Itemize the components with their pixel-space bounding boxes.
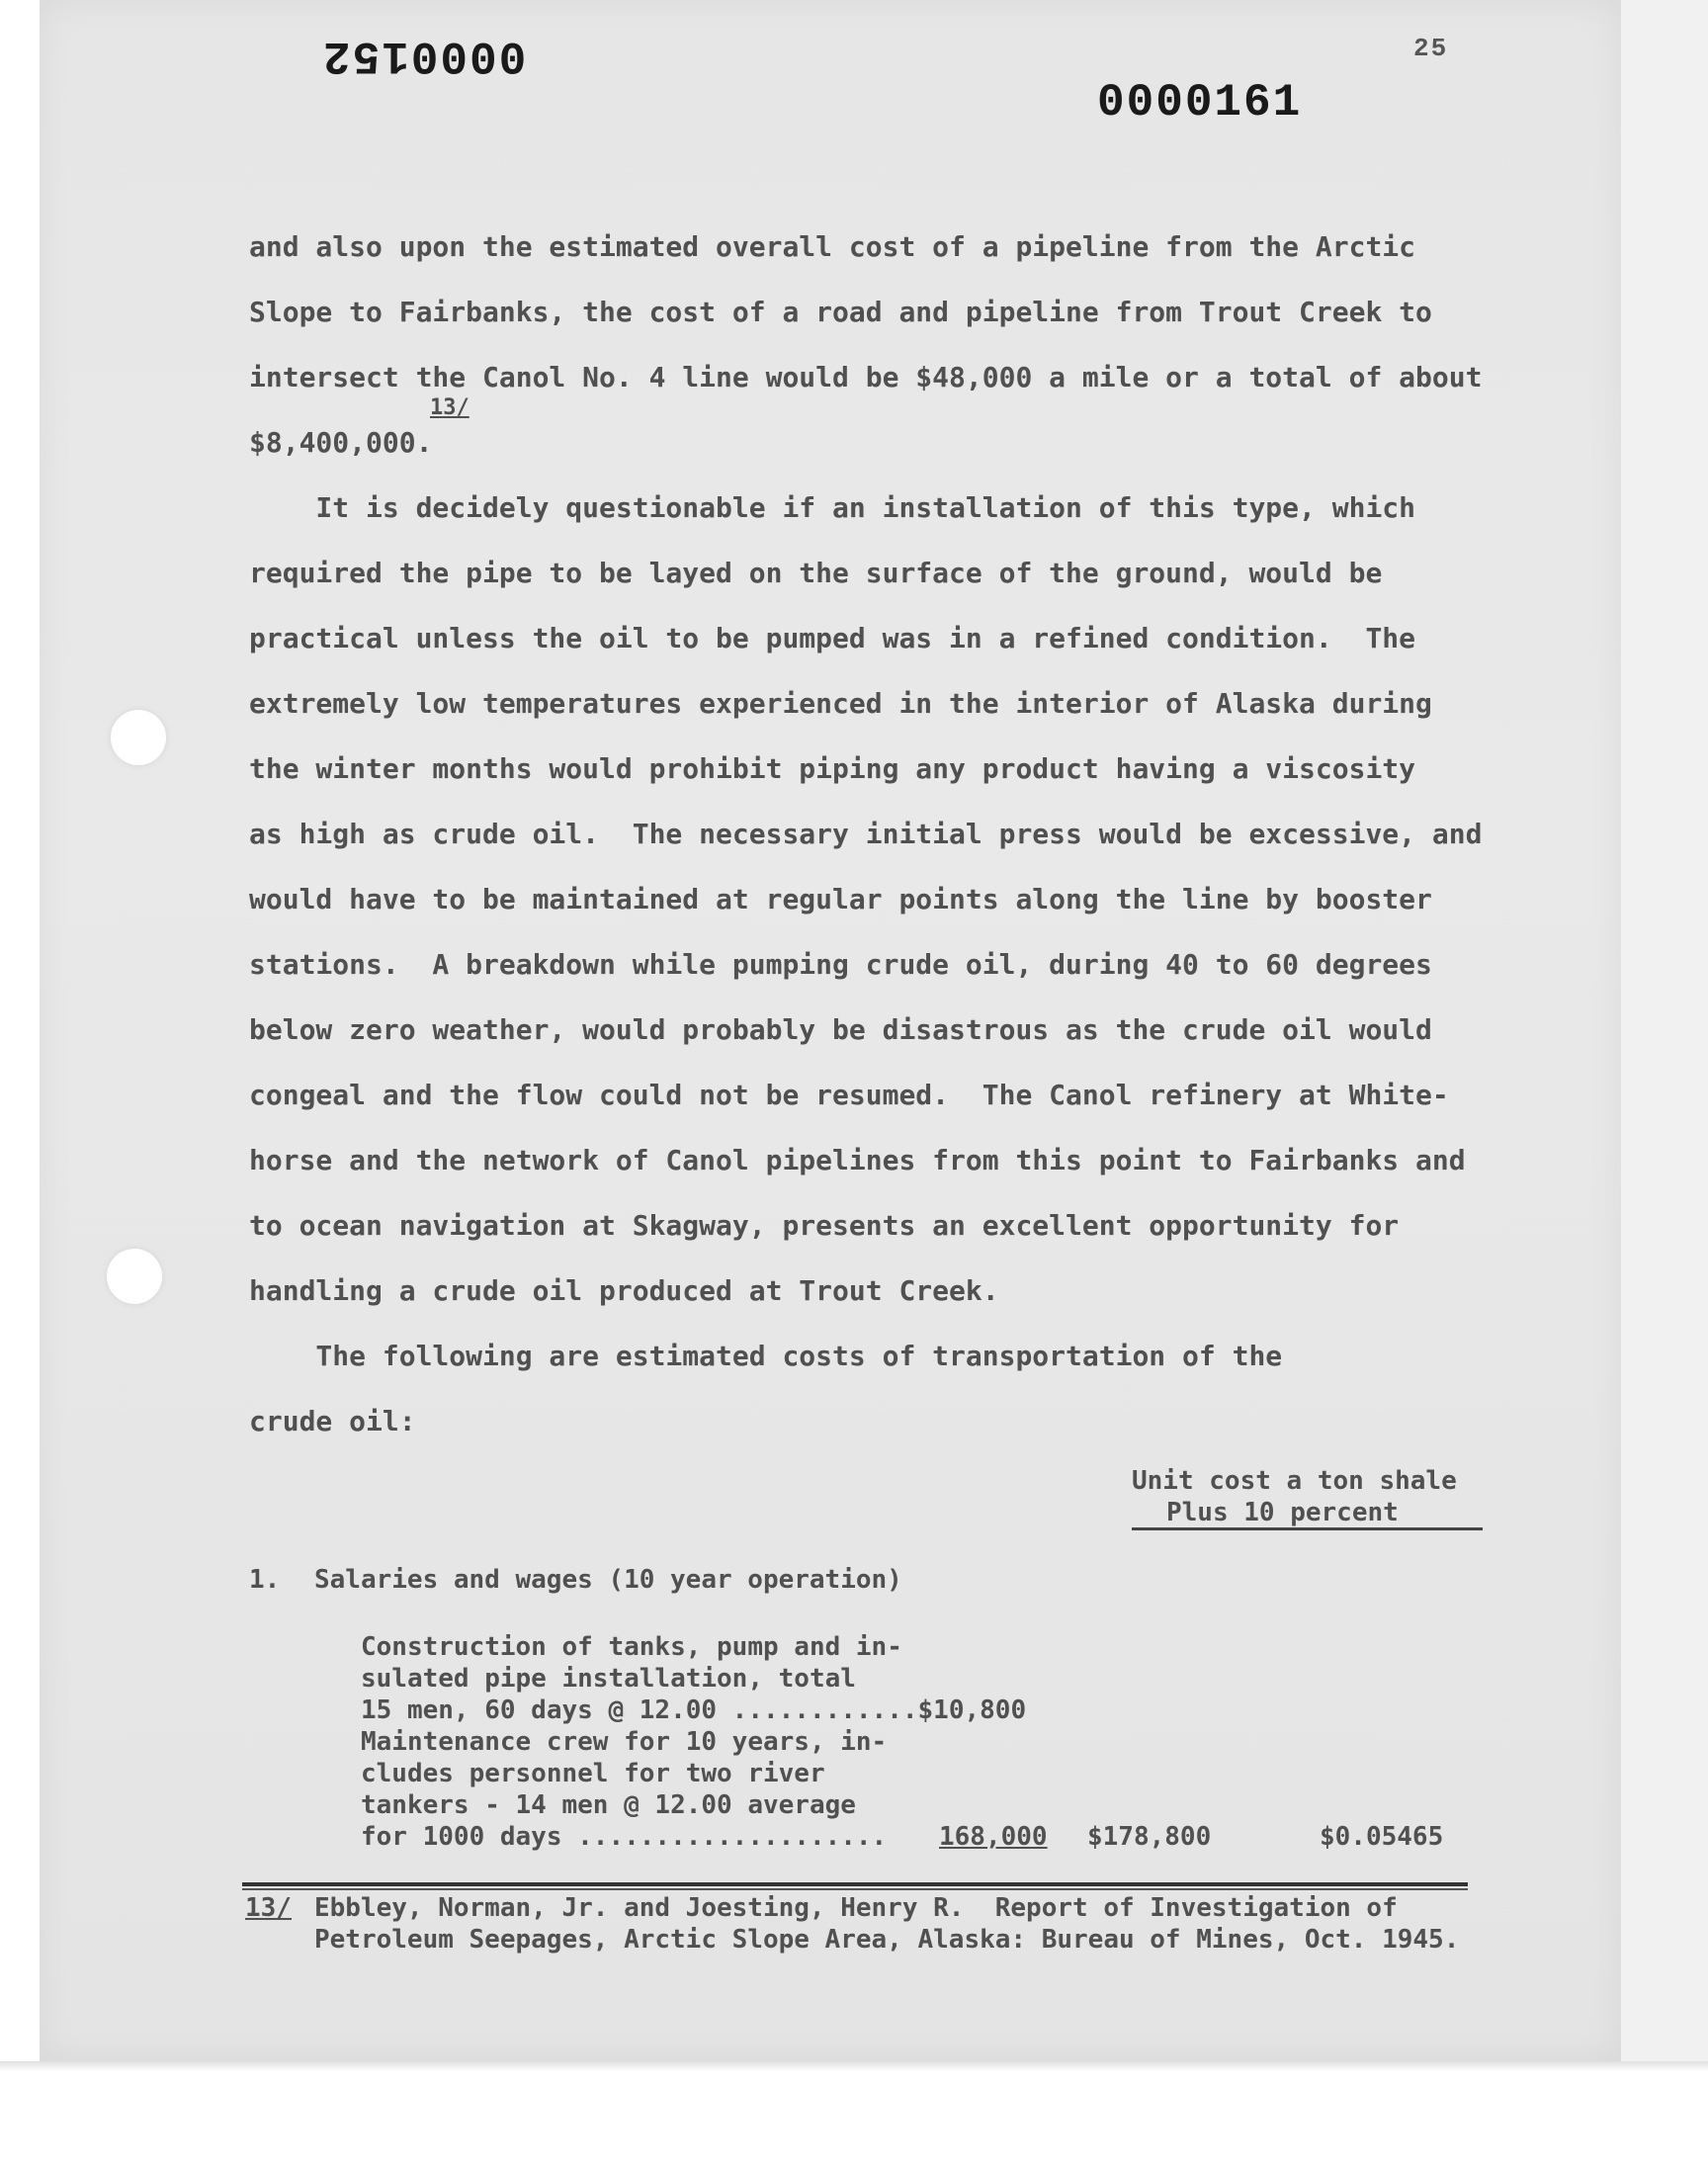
unit-cost: $0.05465 — [1320, 1822, 1444, 1852]
paragraph2-line: congeal and the flow could not be resumed. The Canol refinery at White- — [249, 1079, 1449, 1111]
detail-line: for 1000 days .................... — [361, 1822, 888, 1852]
paragraph2-line: It is decidely questionable if an installation of this type, which — [249, 491, 1416, 524]
paragraph2-line: practical unless the oil to be pumped was in a refined condition. The — [249, 622, 1416, 654]
document-stamp: 0000161 — [1097, 77, 1303, 129]
column-header-rule — [1132, 1527, 1483, 1530]
paragraph2-line: required the pipe to be layed on the surface of the ground, would be — [249, 557, 1383, 589]
footnote-reference: 13/ — [430, 395, 470, 420]
page-bottom-edge — [0, 2061, 1708, 2071]
footnote-text: Petroleum Seepages, Arctic Slope Area, Alaska: Bureau of Mines, Oct. 1945. — [314, 1925, 1460, 1955]
footnote-divider-thin — [242, 1888, 1468, 1890]
paragraph2-line: would have to be maintained at regular points along the line by booster — [249, 883, 1432, 915]
column-header: Unit cost a ton shale — [1132, 1466, 1457, 1496]
paragraph2-line: horse and the network of Canol pipelines from this point to Fairbanks and — [249, 1144, 1466, 1176]
paragraph1-line: intersect the Canol No. 4 line would be $48,000 a mile or a total of about — [249, 361, 1483, 393]
paragraph1-line: $8,400,000. — [249, 426, 433, 459]
scanner-margin — [1621, 0, 1708, 2061]
paragraph2-line: below zero weather, would probably be disastrous as the crude oil would — [249, 1013, 1432, 1046]
item-number: 1. — [249, 1565, 281, 1595]
paragraph3-line: The following are estimated costs of transportation of the — [249, 1340, 1283, 1372]
paragraph1-line: and also upon the estimated overall cost of a pipeline from the Arctic — [249, 230, 1416, 263]
detail-line: tankers - 14 men @ 12.00 average — [361, 1790, 856, 1820]
paragraph1-line: Slope to Fairbanks, the cost of a road and pipeline from Trout Creek to — [249, 296, 1432, 328]
paragraph2-line: stations. A breakdown while pumping crude oil, during 40 to 60 degrees — [249, 948, 1432, 981]
paragraph2-line: to ocean navigation at Skagway, presents an excellent opportunity for — [249, 1209, 1400, 1242]
detail-line: sulated pipe installation, total — [361, 1664, 856, 1694]
paragraph2-line: as high as crude oil. The necessary initial press would be excessive, and — [249, 818, 1483, 850]
detail-line: cludes personnel for two river — [361, 1759, 825, 1788]
paragraph2-line: extremely low temperatures experienced in the interior of Alaska during — [249, 687, 1432, 720]
document-stamp-upside-down: 0000152 — [321, 30, 527, 81]
punch-hole-upper — [111, 710, 166, 765]
punch-hole-lower — [107, 1249, 162, 1304]
footnote-text: Ebbley, Norman, Jr. and Joesting, Henry R. Report of Investigation of — [314, 1893, 1398, 1923]
detail-line: Construction of tanks, pump and in- — [361, 1632, 902, 1662]
paragraph3-line: crude oil: — [249, 1405, 416, 1437]
footnote-marker: 13/ — [245, 1893, 292, 1923]
paragraph2-line: the winter months would prohibit piping any product having a viscosity — [249, 752, 1416, 785]
detail-line: 15 men, 60 days @ 12.00 ............$10,800 — [361, 1696, 1027, 1725]
column-header-subtitle: Plus 10 percent — [1166, 1498, 1399, 1527]
paragraph2-line: handling a crude oil produced at Trout Creek. — [249, 1274, 999, 1307]
page-number: 25 — [1413, 34, 1449, 63]
subtotal-amount: $178,800 — [1087, 1822, 1212, 1852]
item-title: Salaries and wages (10 year operation) — [314, 1565, 902, 1595]
footnote-divider — [242, 1882, 1468, 1886]
detail-line: Maintenance crew for 10 years, in- — [361, 1727, 888, 1757]
line-amount: 168,000 — [939, 1822, 1048, 1852]
